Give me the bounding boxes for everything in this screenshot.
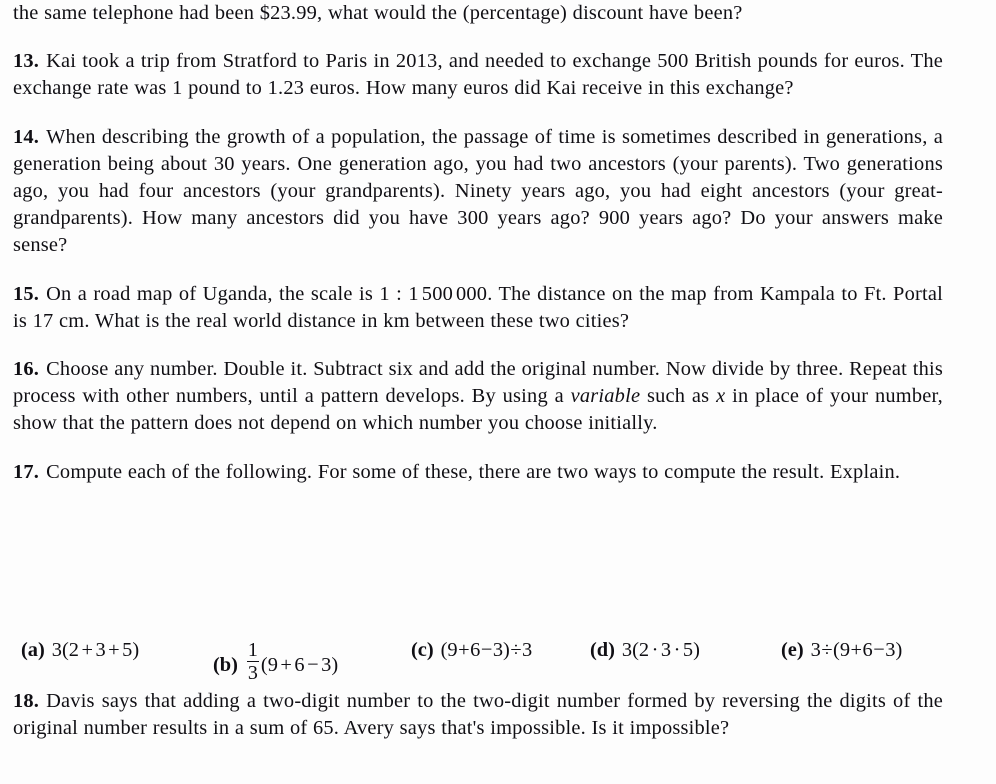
expr-token: 3) bbox=[492, 639, 510, 661]
paragraph-q18 bbox=[13, 688, 943, 742]
expr-token: 3 bbox=[810, 639, 821, 661]
expr-token: 6 bbox=[294, 653, 305, 676]
expr-operator: − bbox=[873, 639, 885, 661]
expr-operator-divide: ÷ bbox=[821, 639, 833, 661]
expr-token: 3 bbox=[95, 639, 106, 661]
paragraph-text: Kai took a trip from Stratford to Paris in 2013, and needed to exchange 500 British pounds for euros. The exchange rate was 1 pound to 1.23 euros. How many euros did Kai receive in this exchange? bbox=[13, 50, 943, 100]
expr-operator-cdot: · bbox=[673, 639, 681, 661]
expr-token: (9 bbox=[440, 639, 458, 661]
paragraph-text-before-scale: On a road map of Uganda, the scale is 1 : 1 bbox=[46, 282, 419, 305]
expr-token: 3 bbox=[660, 639, 672, 661]
expr-operator: − bbox=[480, 639, 493, 661]
expr-operator: + bbox=[850, 639, 863, 661]
expr-token: 3) bbox=[321, 653, 339, 676]
expr-token: 6 bbox=[470, 639, 481, 661]
math-item-label: (c) bbox=[411, 639, 434, 661]
q17-expression-row bbox=[13, 620, 945, 685]
math-expression-a bbox=[52, 639, 139, 661]
expr-operator: + bbox=[108, 639, 120, 661]
math-item-c bbox=[411, 640, 532, 660]
expr-token: 6 bbox=[862, 639, 873, 661]
expr-token: 3) bbox=[885, 639, 903, 661]
expr-operator: − bbox=[307, 653, 319, 676]
emphasized-term-variable: variable bbox=[570, 385, 641, 408]
paragraph-text: Davis says that adding a two-digit number to the two-digit number formed by reversing the digits of the original number results in a sum of 65. Avery says that's impossible. Is it impossible? bbox=[13, 690, 943, 740]
scale-group-units: 000 bbox=[456, 282, 488, 305]
question-number: 13. bbox=[13, 50, 40, 73]
expr-token: 5) bbox=[682, 639, 700, 661]
paragraph-text-middle: such as bbox=[640, 385, 717, 408]
paragraph-q14 bbox=[13, 124, 943, 260]
expr-token: 3(2 bbox=[621, 639, 650, 661]
paragraph-text: When describing the growth of a population, the passage of time is sometimes described in generations, a generation being about 30 years. One generation ago, you had two ancestors (your parents). Two generations ago, you had four ancestors (your grandparents). Ninety years ago, you had eight ancestors (your great-grandparents). How many ancestors did you have 300 years ago? 900 years ago? Do your answers make sense? bbox=[13, 125, 943, 257]
paragraph-q15 bbox=[13, 281, 943, 335]
expr-token: 3 bbox=[522, 639, 533, 661]
math-item-label: (b) bbox=[213, 653, 238, 676]
fraction-numerator: 1 bbox=[247, 639, 258, 661]
math-expression-b bbox=[261, 654, 338, 676]
expr-operator-cdot: · bbox=[651, 639, 659, 661]
math-item-label: (d) bbox=[590, 639, 615, 661]
math-item-b bbox=[213, 640, 338, 684]
expr-token: (9 bbox=[833, 639, 851, 661]
math-item-label: (a) bbox=[21, 639, 45, 661]
math-item-e bbox=[781, 640, 902, 660]
expr-operator-divide: ÷ bbox=[510, 639, 522, 661]
paragraph-text-before: Choose any number. Double it. Subtract six and add the original number. Now divide by three. Repeat this process with other numbers, until a pattern develops. By using a bbox=[13, 358, 943, 408]
paragraph-q13 bbox=[13, 48, 943, 102]
paragraph-q12-continuation bbox=[13, 0, 943, 27]
math-item-d bbox=[590, 640, 700, 660]
expr-token: (9 bbox=[260, 653, 278, 676]
paragraph-text-after-scale: . The distance on the map from Kampala to Ft. Portal is 17 cm. What is the real world distance in km between these two cities? bbox=[13, 282, 943, 332]
math-expression-e bbox=[811, 639, 903, 661]
paragraph-text: the same telephone had been $23.99, what would the (percentage) discount have been? bbox=[13, 2, 743, 24]
math-item-a bbox=[21, 640, 139, 660]
expr-operator: + bbox=[458, 639, 470, 661]
math-expression-d bbox=[622, 639, 700, 661]
math-expression-c bbox=[441, 639, 533, 661]
exercise-text-column-lower bbox=[13, 688, 943, 742]
question-number: 14. bbox=[13, 125, 40, 148]
math-item-label: (e) bbox=[781, 639, 804, 661]
fraction-denominator: 3 bbox=[247, 662, 258, 685]
paragraph-q17 bbox=[13, 459, 943, 486]
question-number: 16. bbox=[13, 358, 40, 381]
expr-operator: + bbox=[280, 653, 292, 676]
scale-group-thousands: 500 bbox=[421, 282, 453, 305]
math-variable-x: x bbox=[716, 385, 726, 408]
paragraph-text-after: in place of your number, show that the pattern does not depend on which number you choose initially. bbox=[13, 385, 943, 435]
paragraph-q16 bbox=[13, 356, 943, 438]
fraction-one-third bbox=[246, 640, 260, 684]
paragraph-text: Compute each of the following. For some of these, there are two ways to compute the result. Explain. bbox=[46, 460, 901, 483]
expr-token: 5) bbox=[122, 639, 140, 661]
expr-operator: + bbox=[81, 639, 93, 661]
expr-token: 3(2 bbox=[51, 639, 79, 661]
question-number: 15. bbox=[13, 282, 40, 305]
exercise-text-column bbox=[13, 0, 943, 486]
question-number: 17. bbox=[13, 460, 40, 483]
question-number: 18. bbox=[13, 690, 40, 712]
